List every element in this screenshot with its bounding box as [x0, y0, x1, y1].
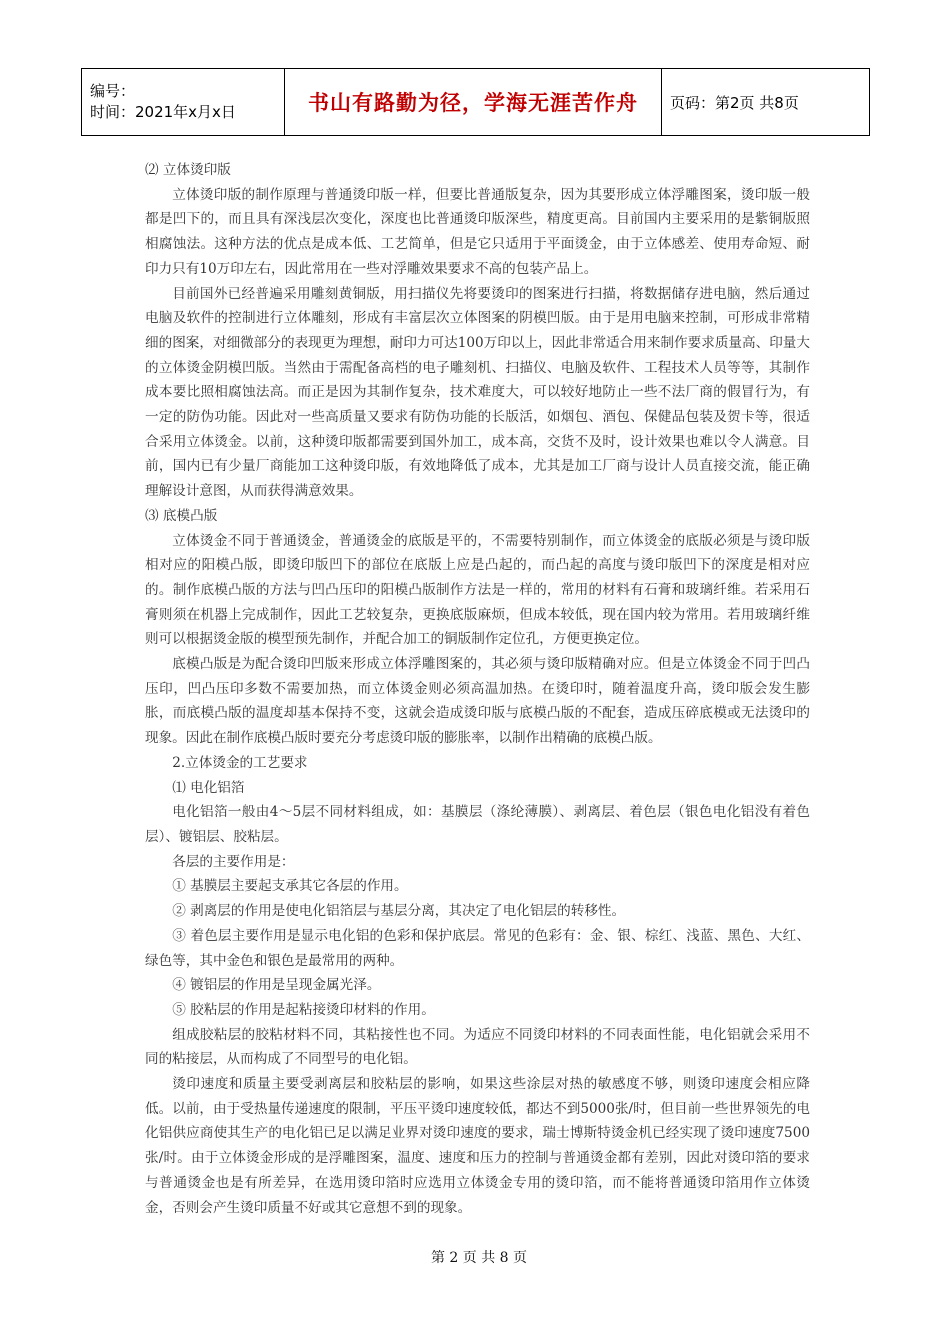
code-label: 编号： — [90, 82, 136, 100]
paragraph: 电化铝箔一般由4～5层不同材料组成，如：基膜层（涤纶薄膜）、剥离层、着色层（银色电化铝没有着色层）、镀铝层、胶粘层。 — [145, 804, 810, 845]
page-footer — [0, 1247, 950, 1267]
paragraph: 目前国外已经普遍采用雕刻黄铜版，用扫描仪先将要烫印的图案进行扫描，将数据储存进电脑，然后通过电脑及软件的控制进行立体雕刻，形成有丰富层次立体图案的阴模凹版。由于是用电脑来控制，可形成非常精细的图案，对细微部分的表现更为理想，耐印力可达100万印以上，因此非常适合用来制作要求质量高、印量大的立体烫金阴模凹版。当然由于需配备高档的电子雕刻机、扫描仪、电脑及软件、工程技术人员等等，其制作成本要比照相腐蚀法高。而正是因为其制作复杂，技术难度大，可以较好地防止一些不法厂商的假冒行为，有一定的防伪功能。因此对一些高质量又要求有防伪功能的长版活，如烟包、酒包、保健品包装及贺卡等，很适合采用立体烫金。以前，这种烫印版都需要到国外加工，成本高，交货不及时，设计效果也难以令人满意。目前，国内已有少量厂商能加工这种烫印版，有效地降低了成本，尤其是加工厂商与设计人员直接交流，能正确理解设计意图，从而获得满意效果。 — [145, 285, 810, 500]
paragraph: 各层的主要作用是： — [172, 853, 295, 870]
time-label: 时间：2021年x月x日 — [90, 103, 236, 121]
subsection-heading: ⑴ 电化铝箔 — [172, 779, 245, 796]
header-motto-cell — [285, 69, 662, 136]
paragraph: 烫印速度和质量主要受剥离层和胶粘层的影响，如果这些涂层对热的敏感度不够，则烫印速度会相应降低。以前，由于受热量传递速度的限制，平压平烫印速度较低，都达不到5000张/时，但目前一些世界领先的电化铝供应商使其生产的电化铝已足以满足业界对烫印速度的要求，瑞士博斯特烫金机已经实现了烫印速度7500张/时。由于立体烫金形成的是浮雕图案，温度、速度和压力的控制与普通烫金都有差别，因此对烫印箔的要求与普通烫金也是有所差异，在选用烫印箔时应选用立体烫金专用的烫印箔，而不能将普通烫印箔用作立体烫金，否则会产生烫印质量不好或其它意想不到的现象。 — [145, 1076, 810, 1216]
list-item: ③ 着色层主要作用是显示电化铝的色彩和保护底层。常见的色彩有：金、银、棕红、浅蓝、黑色、大红、绿色等，其中金色和银色是最常用的两种。 — [145, 927, 810, 969]
paragraph: 立体烫金不同于普通烫金，普通烫金的底版是平的，不需要特别制作，而立体烫金的底版必须是与烫印版相对应的阳模凸版，即烫印版凹下的部位在底版上应是凸起的，而凸起的高度与烫印版凹下的深度是相对应的。制作底模凸版的方法与凹凸压印的阳模凸版制作方法是一样的，常用的材料有石膏和玻璃纤维。若采用石膏则须在机器上完成制作，因此工艺较复杂，更换底版麻烦，但成本较低，现在国内较为常用。若用玻璃纤维则可以根据烫金版的模型预先制作，并配合加工的铜版制作定位孔，方便更换定位。 — [145, 532, 810, 648]
header-page-cell — [662, 69, 870, 136]
list-item: ⑤ 胶粘层的作用是起粘接烫印材料的作用。 — [172, 1001, 435, 1018]
paragraph: 底模凸版是为配合烫印凹版来形成立体浮雕图案的，其必须与烫印版精确对应。但是立体烫金不同于凹凸压印，凹凸压印多数不需要加热，而立体烫金则必须高温加热。在烫印时，随着温度升高，烫印版会发生膨胀，而底模凸版的温度却基本保持不变，这就会造成烫印版与底模凸版的不配套，造成压碎底模或无法烫印的现象。因此在制作底模凸版时要充分考虑烫印版的膨胀率，以制作出精确的底模凸版。 — [145, 656, 810, 747]
list-item: ① 基膜层主要起支承其它各层的作用。 — [172, 878, 408, 895]
document-body — [145, 158, 810, 1220]
page-header — [81, 68, 870, 136]
page-label: 页码：第2页 共8页 — [670, 93, 799, 112]
footer-page-number: 第 2 页 共 8 页 — [430, 1250, 528, 1266]
list-item: ④ 镀铝层的作用是呈现金属光泽。 — [172, 977, 381, 994]
motto-text: 书山有路勤为径，学海无涯苦作舟 — [308, 91, 638, 115]
list-item: ② 剥离层的作用是使电化铝箔层与基层分离，其决定了电化铝层的转移性。 — [172, 903, 626, 920]
subsection-heading: ⑶ 底模凸版 — [145, 507, 218, 524]
paragraph: 组成胶粘层的胶粘材料不同，其粘接性也不同。为适应不同烫印材料的不同表面性能，电化铝就会采用不同的粘接层，从而构成了不同型号的电化铝。 — [145, 1026, 810, 1068]
section-heading: 2.立体烫金的工艺要求 — [172, 754, 308, 771]
header-meta-cell — [82, 69, 285, 136]
subsection-heading: ⑵ 立体烫印版 — [145, 162, 231, 178]
paragraph: 立体烫印版的制作原理与普通烫印版一样，但要比普通版复杂，因为其要形成立体浮雕图案，烫印版一般都是凹下的，而且具有深浅层次变化，深度也比普通烫印版深些，精度更高。目前国内主要采用的是紫铜版照相腐蚀法。这种方法的优点是成本低、工艺简单，但是它只适用于平面烫金，由于立体感差、使用寿命短、耐印力只有10万印左右，因此常用在一些对浮雕效果要求不高的包装产品上。 — [145, 186, 810, 277]
